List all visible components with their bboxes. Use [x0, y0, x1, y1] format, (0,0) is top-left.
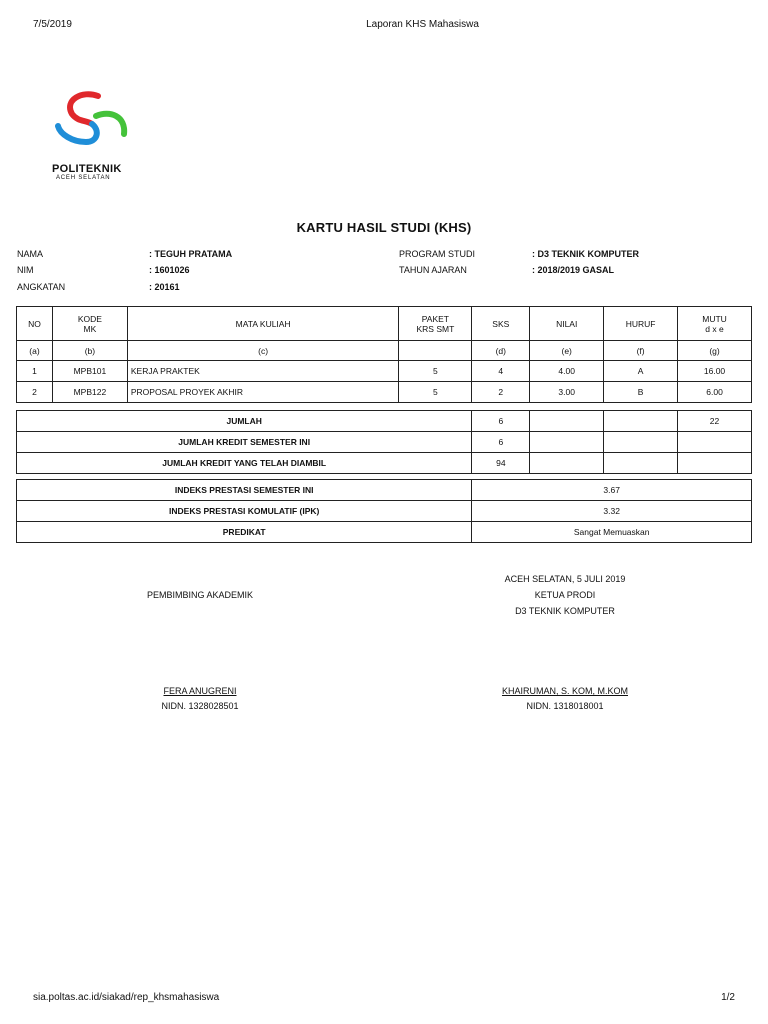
letter-cell: (c): [127, 341, 399, 361]
right-signer-role: KETUA PRODI: [534, 590, 596, 600]
course-table: [16, 306, 752, 403]
row-nilai: 4.00: [530, 361, 604, 382]
left-signer-nidn: NIDN. 1328028501: [161, 701, 239, 711]
kredit-diambil-label: JUMLAH KREDIT YANG TELAH DIAMBIL: [17, 453, 472, 474]
predikat-label: PREDIKAT: [17, 522, 472, 543]
right-signer-nidn: NIDN. 1318018001: [526, 701, 604, 711]
jumlah-row: [17, 411, 752, 432]
row-sks: 4: [472, 361, 530, 382]
header-nilai: NILAI: [530, 307, 604, 341]
row-no: 1: [17, 361, 53, 382]
angkatan-label: ANGKATAN: [17, 282, 66, 292]
row-paket: 5: [399, 361, 472, 382]
kredit-semester-value: 6: [472, 432, 530, 453]
print-url: sia.poltas.ac.id/siakad/rep_khsmahasiswa: [33, 992, 220, 1003]
jumlah-mutu: 22: [678, 411, 752, 432]
row-sks: 2: [472, 382, 530, 403]
ipk-value: 3.32: [472, 501, 752, 522]
indeks-table: [16, 479, 752, 543]
predikat-row: [17, 522, 752, 543]
jumlah-sks: 6: [472, 411, 530, 432]
print-date: 7/5/2019: [33, 19, 72, 30]
prodi-label: PROGRAM STUDI: [399, 249, 476, 259]
row-mutu: 6.00: [678, 382, 752, 403]
header-kode: KODE MK: [52, 307, 127, 341]
row-mata-kuliah: KERJA PRAKTEK: [127, 361, 399, 382]
angkatan-value: : 20161: [149, 282, 180, 292]
header-sks: SKS: [472, 307, 530, 341]
table-row: [17, 382, 752, 403]
logo-name: POLITEKNIK: [52, 163, 122, 175]
right-signer-name: KHAIRUMAN, S. KOM, M.KOM: [501, 686, 628, 696]
summary-table: [16, 410, 752, 474]
row-paket: 5: [399, 382, 472, 403]
predikat-value: Sangat Memuaskan: [472, 522, 752, 543]
row-no: 2: [17, 382, 53, 403]
ipk-label: INDEKS PRESTASI KOMULATIF (IPK): [17, 501, 472, 522]
logo-mark-icon: [52, 90, 132, 150]
table-letter-row: [17, 341, 752, 361]
ipk-row: [17, 501, 752, 522]
left-signer-role: PEMBIMBING AKADEMIK: [146, 590, 254, 600]
letter-cell: (g): [678, 341, 752, 361]
place-date: ACEH SELATAN, 5 JULI 2019: [504, 574, 626, 584]
header-mata-kuliah: MATA KULIAH: [127, 307, 399, 341]
tahun-value: : 2018/2019 GASAL: [532, 265, 615, 275]
letter-cell: [399, 341, 472, 361]
header-mutu: MUTU d x e: [678, 307, 752, 341]
row-huruf: A: [604, 361, 678, 382]
header-huruf: HURUF: [604, 307, 678, 341]
letter-cell: (b): [52, 341, 127, 361]
row-mutu: 16.00: [678, 361, 752, 382]
letter-cell: (a): [17, 341, 53, 361]
print-page-number: 1/2: [721, 992, 735, 1003]
print-title: Laporan KHS Mahasiswa: [366, 19, 479, 30]
kredit-semester-label: JUMLAH KREDIT SEMESTER INI: [17, 432, 472, 453]
nama-label: NAMA: [17, 249, 44, 259]
nim-label: NIM: [17, 265, 34, 275]
kredit-semester-row: [17, 432, 752, 453]
right-signer-program: D3 TEKNIK KOMPUTER: [515, 606, 615, 616]
row-huruf: B: [604, 382, 678, 403]
row-kode: MPB101: [52, 361, 127, 382]
left-signer-name: FERA ANUGRENI: [163, 686, 237, 696]
tahun-label: TAHUN AJARAN: [399, 265, 467, 275]
ips-value: 3.67: [472, 480, 752, 501]
ips-label: INDEKS PRESTASI SEMESTER INI: [17, 480, 472, 501]
nim-value: : 1601026: [149, 265, 190, 275]
header-no: NO: [17, 307, 53, 341]
nama-value: : TEGUH PRATAMA: [149, 249, 233, 259]
row-mata-kuliah: PROPOSAL PROYEK AKHIR: [127, 382, 399, 403]
kredit-diambil-row: [17, 453, 752, 474]
table-row: [17, 361, 752, 382]
jumlah-label: JUMLAH: [17, 411, 472, 432]
document-title: KARTU HASIL STUDI (KHS): [296, 220, 472, 235]
header-paket: PAKET KRS SMT: [399, 307, 472, 341]
row-kode: MPB122: [52, 382, 127, 403]
row-nilai: 3.00: [530, 382, 604, 403]
letter-cell: (d): [472, 341, 530, 361]
letter-cell: (f): [604, 341, 678, 361]
ips-row: [17, 480, 752, 501]
logo-subtitle: ACEH SELATAN: [56, 175, 111, 181]
letter-cell: (e): [530, 341, 604, 361]
prodi-value: : D3 TEKNIK KOMPUTER: [532, 249, 640, 259]
table-header-row: [17, 307, 752, 341]
kredit-diambil-value: 94: [472, 453, 530, 474]
politeknik-logo: [52, 90, 132, 190]
